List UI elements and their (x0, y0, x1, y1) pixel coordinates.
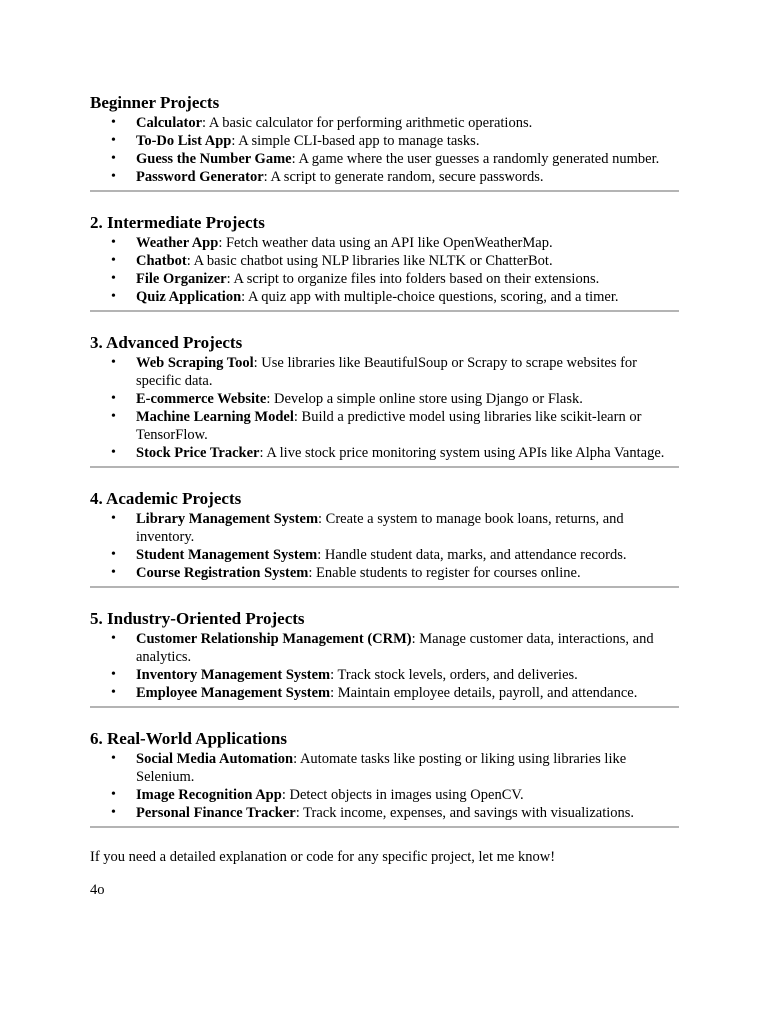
list-item (90, 546, 679, 564)
section-divider (90, 466, 679, 468)
project-name: Chatbot (136, 253, 187, 269)
list-item (90, 168, 679, 186)
list-item (90, 252, 679, 270)
project-name: Web Scraping Tool (136, 355, 254, 371)
project-list (90, 114, 679, 186)
list-item (90, 786, 679, 804)
project-description: : Build a predictive model using libraries like scikit-learn or TensorFlow. (136, 409, 642, 443)
project-name: E-commerce Website (136, 391, 267, 407)
project-name: Personal Finance Tracker (136, 805, 296, 821)
bullet-icon: • (111, 631, 116, 646)
section-title: 5. Industry-Oriented Projects (90, 609, 305, 628)
bullet-icon: • (111, 355, 116, 370)
section-academic-projects (90, 488, 679, 588)
project-name: Inventory Management System (136, 667, 331, 683)
project-description: : Track stock levels, orders, and deliveries. (330, 667, 578, 683)
list-item (90, 132, 679, 150)
project-name: Password Generator (136, 169, 264, 185)
project-name: Library Management System (136, 511, 319, 527)
list-item (90, 114, 679, 132)
project-description: : Automate tasks like posting or liking using libraries like Selenium. (136, 751, 627, 785)
project-description: : A simple CLI-based app to manage tasks. (231, 133, 480, 149)
bullet-icon: • (111, 391, 116, 406)
project-name: Quiz Application (136, 289, 242, 305)
project-list (90, 354, 679, 462)
list-item (90, 288, 679, 306)
bullet-icon: • (111, 511, 116, 526)
bullet-icon: • (111, 133, 116, 148)
project-name: Social Media Automation (136, 751, 294, 767)
list-item (90, 750, 679, 786)
section-title: 3. Advanced Projects (90, 333, 243, 352)
bullet-icon: • (111, 547, 116, 562)
list-item (90, 270, 679, 288)
list-item (90, 444, 679, 462)
list-item (90, 630, 679, 666)
section-intermediate-projects (90, 212, 679, 312)
project-name: Weather App (136, 235, 219, 251)
bullet-icon: • (111, 169, 116, 184)
list-item (90, 408, 679, 444)
bullet-icon: • (111, 805, 116, 820)
closing-text: If you need a detailed explanation or code for any specific project, let me know! (90, 849, 556, 865)
bullet-icon: • (111, 445, 116, 460)
project-name: Stock Price Tracker (136, 445, 260, 461)
project-name: File Organizer (136, 271, 227, 287)
list-item (90, 390, 679, 408)
section-divider (90, 190, 679, 192)
project-description: : A live stock price monitoring system using APIs like Alpha Vantage. (259, 445, 665, 461)
project-description: : Enable students to register for courses online. (308, 565, 581, 581)
list-item (90, 150, 679, 168)
section-real-world-applications (90, 728, 679, 828)
bullet-icon: • (111, 235, 116, 250)
project-list (90, 630, 679, 702)
project-list (90, 510, 679, 582)
project-description: : A script to generate random, secure passwords. (263, 169, 544, 185)
list-item (90, 666, 679, 684)
section-divider (90, 310, 679, 312)
project-description: : A script to organize files into folders based on their extensions. (226, 271, 600, 287)
section-divider (90, 706, 679, 708)
model-label: 4o (90, 881, 105, 898)
bullet-icon: • (111, 751, 116, 766)
bullet-icon: • (111, 271, 116, 286)
project-description: : Fetch weather data using an API like OpenWeatherMap. (218, 235, 553, 251)
project-name: Guess the Number Game (136, 151, 292, 167)
project-description: : Develop a simple online store using Django or Flask. (266, 391, 583, 407)
bullet-icon: • (111, 151, 116, 166)
bullet-icon: • (111, 253, 116, 268)
project-name: Student Management System (136, 547, 318, 563)
bullet-icon: • (111, 115, 116, 130)
list-item (90, 564, 679, 582)
section-industry-oriented-projects (90, 608, 679, 708)
project-name: Course Registration System (136, 565, 309, 581)
bullet-icon: • (111, 409, 116, 424)
section-beginner-projects (90, 92, 679, 192)
bullet-icon: • (111, 787, 116, 802)
section-title: Beginner Projects (90, 93, 220, 112)
project-description: : Use libraries like BeautifulSoup or Scrapy to scrape websites for specific data. (136, 355, 637, 389)
project-description: : Create a system to manage book loans, returns, and inventory. (136, 511, 624, 545)
project-description: : A quiz app with multiple-choice questions, scoring, and a timer. (241, 289, 619, 305)
project-description: : A game where the user guesses a randomly generated number. (291, 151, 660, 167)
document-body (90, 92, 679, 899)
section-title: 2. Intermediate Projects (90, 213, 265, 232)
list-item (90, 354, 679, 390)
list-item (90, 684, 679, 702)
section-title: 4. Academic Projects (90, 489, 242, 508)
bullet-icon: • (111, 667, 116, 682)
list-item (90, 510, 679, 546)
bullet-icon: • (111, 685, 116, 700)
project-description: : Manage customer data, interactions, and analytics. (136, 631, 654, 665)
project-description: : Maintain employee details, payroll, and attendance. (330, 685, 638, 701)
project-description: : Track income, expenses, and savings with visualizations. (295, 805, 635, 821)
project-name: Customer Relationship Management (CRM) (136, 631, 412, 647)
project-name: To-Do List App (136, 133, 232, 149)
project-description: : Handle student data, marks, and attendance records. (317, 547, 627, 563)
project-description: : A basic chatbot using NLP libraries like NLTK or ChatterBot. (186, 253, 553, 269)
project-name: Machine Learning Model (136, 409, 294, 425)
section-divider (90, 586, 679, 588)
project-list (90, 750, 679, 822)
project-description: : A basic calculator for performing arithmetic operations. (202, 115, 533, 131)
section-advanced-projects (90, 332, 679, 468)
project-name: Calculator (136, 115, 203, 131)
project-list (90, 234, 679, 306)
section-title: 6. Real-World Applications (90, 729, 287, 748)
project-name: Employee Management System (136, 685, 331, 701)
project-name: Image Recognition App (136, 787, 282, 803)
list-item (90, 804, 679, 822)
bullet-icon: • (111, 289, 116, 304)
project-description: : Detect objects in images using OpenCV. (281, 787, 524, 803)
list-item (90, 234, 679, 252)
bullet-icon: • (111, 565, 116, 580)
section-divider (90, 826, 679, 828)
